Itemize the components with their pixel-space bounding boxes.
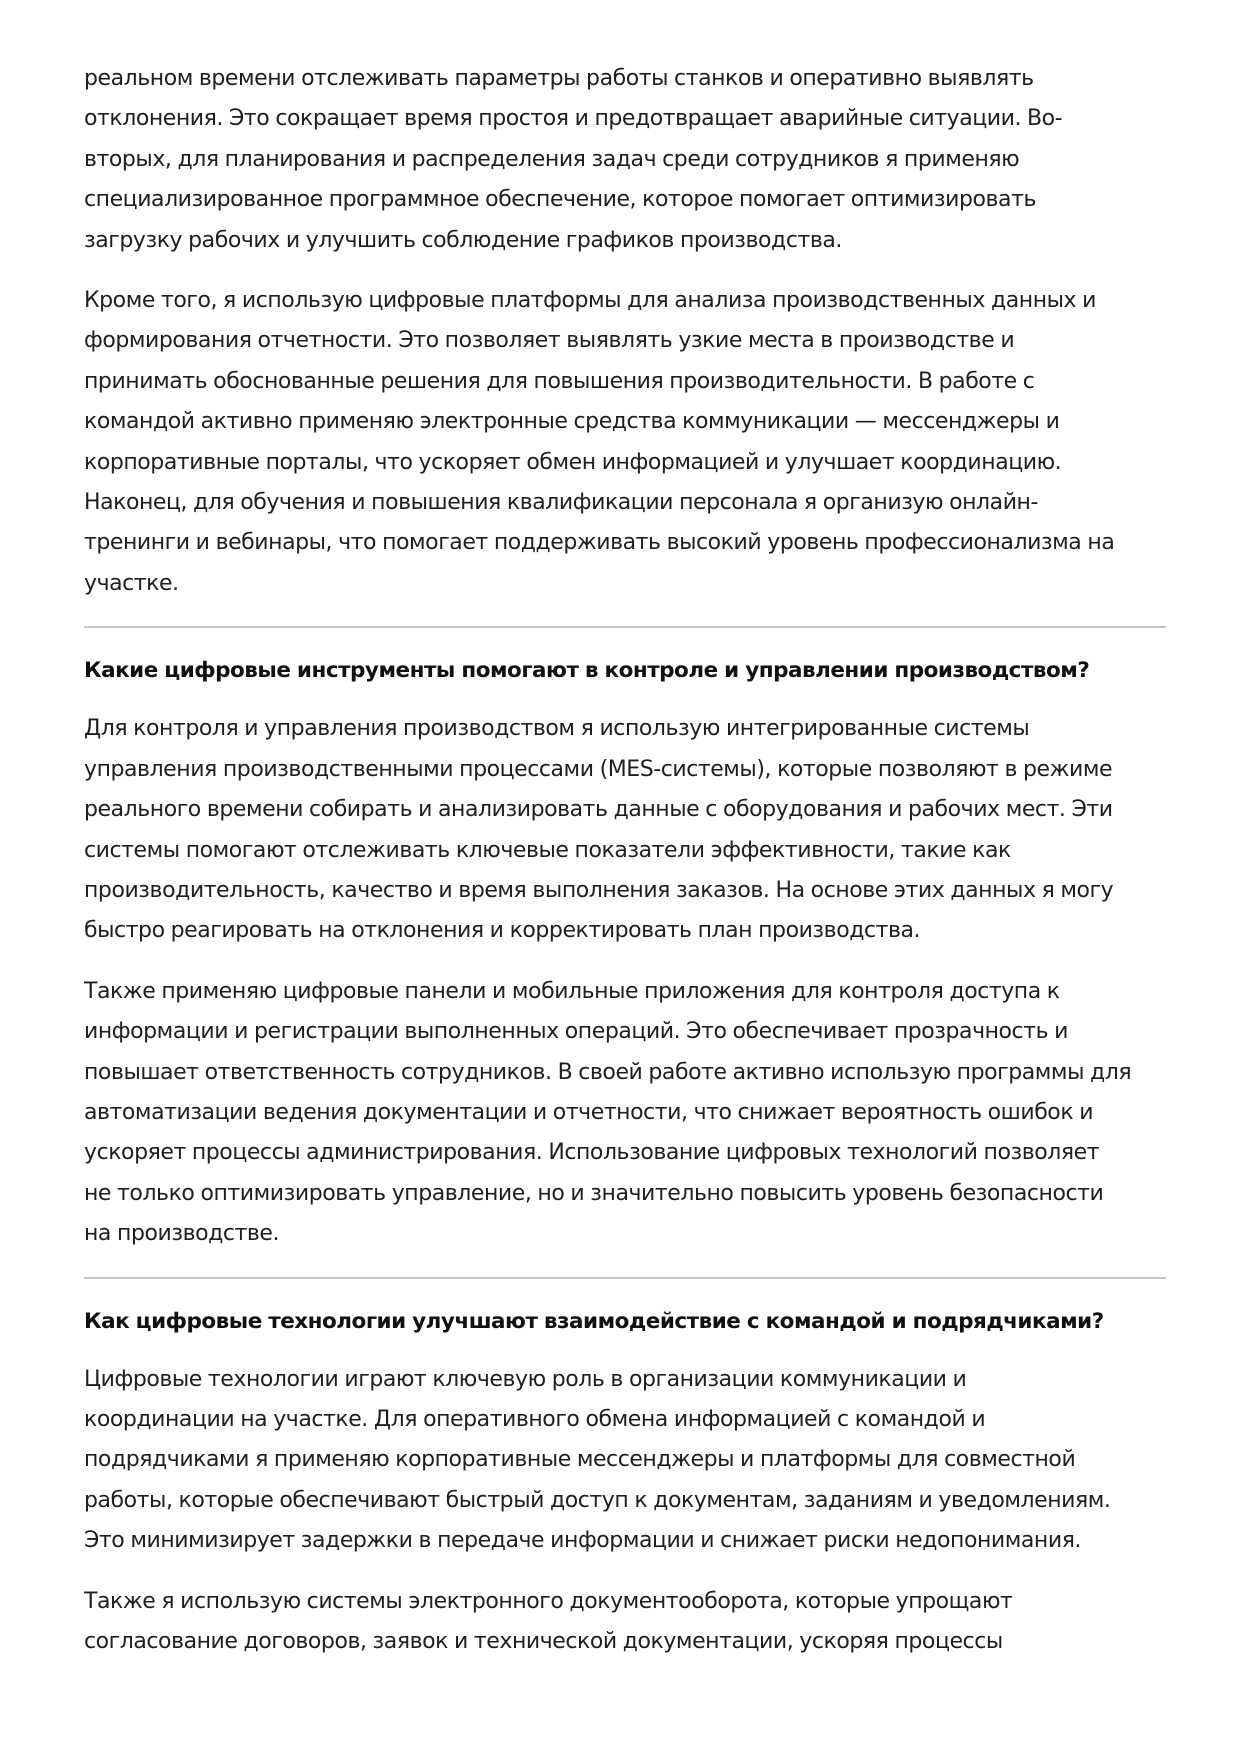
paragraph-line: Также я использую системы электронного документооборота, которые упрощают	[84, 1588, 1013, 1614]
paragraph	[84, 1582, 1166, 1663]
spacer	[84, 628, 1166, 651]
spacer	[84, 261, 1166, 281]
paragraph-line: Кроме того, я использую цифровые платформы для анализа производственных данных и	[84, 288, 1097, 314]
paragraph-line: на производстве.	[84, 1221, 280, 1247]
paragraph-line: ускоряет процессы администрирования. Использование цифровых технологий позволяет	[84, 1140, 1100, 1166]
paragraph	[84, 281, 1166, 604]
paragraph-line: не только оптимизировать управление, но и значительно повысить уровень безопасности	[84, 1180, 1104, 1206]
paragraph-line: производительность, качество и время выполнения заказов. На основе этих данных я могу	[84, 877, 1114, 903]
spacer	[84, 1279, 1166, 1302]
section-question: Как цифровые технологии улучшают взаимодействие с командой и подрядчиками?	[84, 1308, 1104, 1334]
paragraph-line: реального времени собирать и анализировать данные с оборудования и рабочих мест. Эти	[84, 797, 1113, 823]
paragraph-line: координации на участке. Для оперативного обмена информацией с командой и	[84, 1406, 986, 1432]
paragraph-line: реальном времени отслеживать параметры работы станков и оперативно выявлять	[84, 66, 1034, 91]
paragraph	[84, 972, 1166, 1255]
paragraph-line: Наконец, для обучения и повышения квалификации персонала я организую онлайн-	[84, 490, 1038, 516]
paragraph	[84, 1360, 1166, 1562]
paragraph-line: загрузку рабочих и улучшить соблюдение графиков производства.	[84, 227, 842, 253]
paragraph	[84, 59, 1166, 261]
paragraph-line: корпоративные порталы, что ускоряет обмен информацией и улучшает координацию.	[84, 449, 1062, 475]
paragraph-line: принимать обоснованные решения для повышения производительности. В работе с	[84, 368, 1035, 394]
paragraph-line: тренинги и вебинары, что помогает поддерживать высокий уровень профессионализма на	[84, 530, 1115, 556]
paragraph-line: участке.	[84, 570, 179, 596]
paragraph-line: Также применяю цифровые панели и мобильные приложения для контроля доступа к	[84, 978, 1060, 1004]
paragraph-line: быстро реагировать на отклонения и корректировать план производства.	[84, 918, 921, 944]
paragraph-line: отклонения. Это сокращает время простоя и предотвращает аварийные ситуации. Во-	[84, 106, 1063, 132]
document-page	[84, 59, 1166, 1662]
paragraph-line: Цифровые технологии играют ключевую роль в организации коммуникации и	[84, 1366, 967, 1392]
spacer	[84, 1342, 1166, 1360]
spacer	[84, 952, 1166, 972]
section-question: Какие цифровые инструменты помогают в контроле и управлении производством?	[84, 658, 1090, 684]
paragraph-line: подрядчиками я применяю корпоративные мессенджеры и платформы для совместной	[84, 1447, 1076, 1473]
spacer	[84, 604, 1166, 626]
spacer	[84, 1255, 1166, 1277]
paragraph-line: специализированное программное обеспечение, которое помогает оптимизировать	[84, 187, 1036, 213]
paragraph-line: повышает ответственность сотрудников. В своей работе активно использую программы для	[84, 1059, 1132, 1085]
paragraph-line: командой активно применяю электронные средства коммуникации — мессенджеры и	[84, 409, 1060, 435]
paragraph-line: Для контроля и управления производством я использую интегрированные системы	[84, 716, 1030, 742]
paragraph-line: вторых, для планирования и распределения задач среди сотрудников я применяю	[84, 146, 1020, 172]
paragraph-line: информации и регистрации выполненных операций. Это обеспечивает прозрачность и	[84, 1019, 1068, 1045]
paragraph	[84, 709, 1166, 951]
spacer	[84, 691, 1166, 709]
paragraph-line: автоматизации ведения документации и отчетности, что снижает вероятность ошибок и	[84, 1099, 1094, 1125]
paragraph-line: управления производственными процессами (MES-системы), которые позволяют в режиме	[84, 756, 1113, 782]
paragraph-line: формирования отчетности. Это позволяет выявлять узкие места в производстве и	[84, 328, 1015, 354]
paragraph-line: Это минимизирует задержки в передаче информации и снижает риски недопонимания.	[84, 1528, 1082, 1554]
spacer	[84, 1562, 1166, 1582]
paragraph-line: системы помогают отслеживать ключевые показатели эффективности, такие как	[84, 837, 1011, 863]
paragraph-line: согласование договоров, заявок и технической документации, ускоряя процессы	[84, 1629, 1003, 1654]
paragraph-line: работы, которые обеспечивают быстрый доступ к документам, заданиям и уведомлениям.	[84, 1487, 1111, 1513]
